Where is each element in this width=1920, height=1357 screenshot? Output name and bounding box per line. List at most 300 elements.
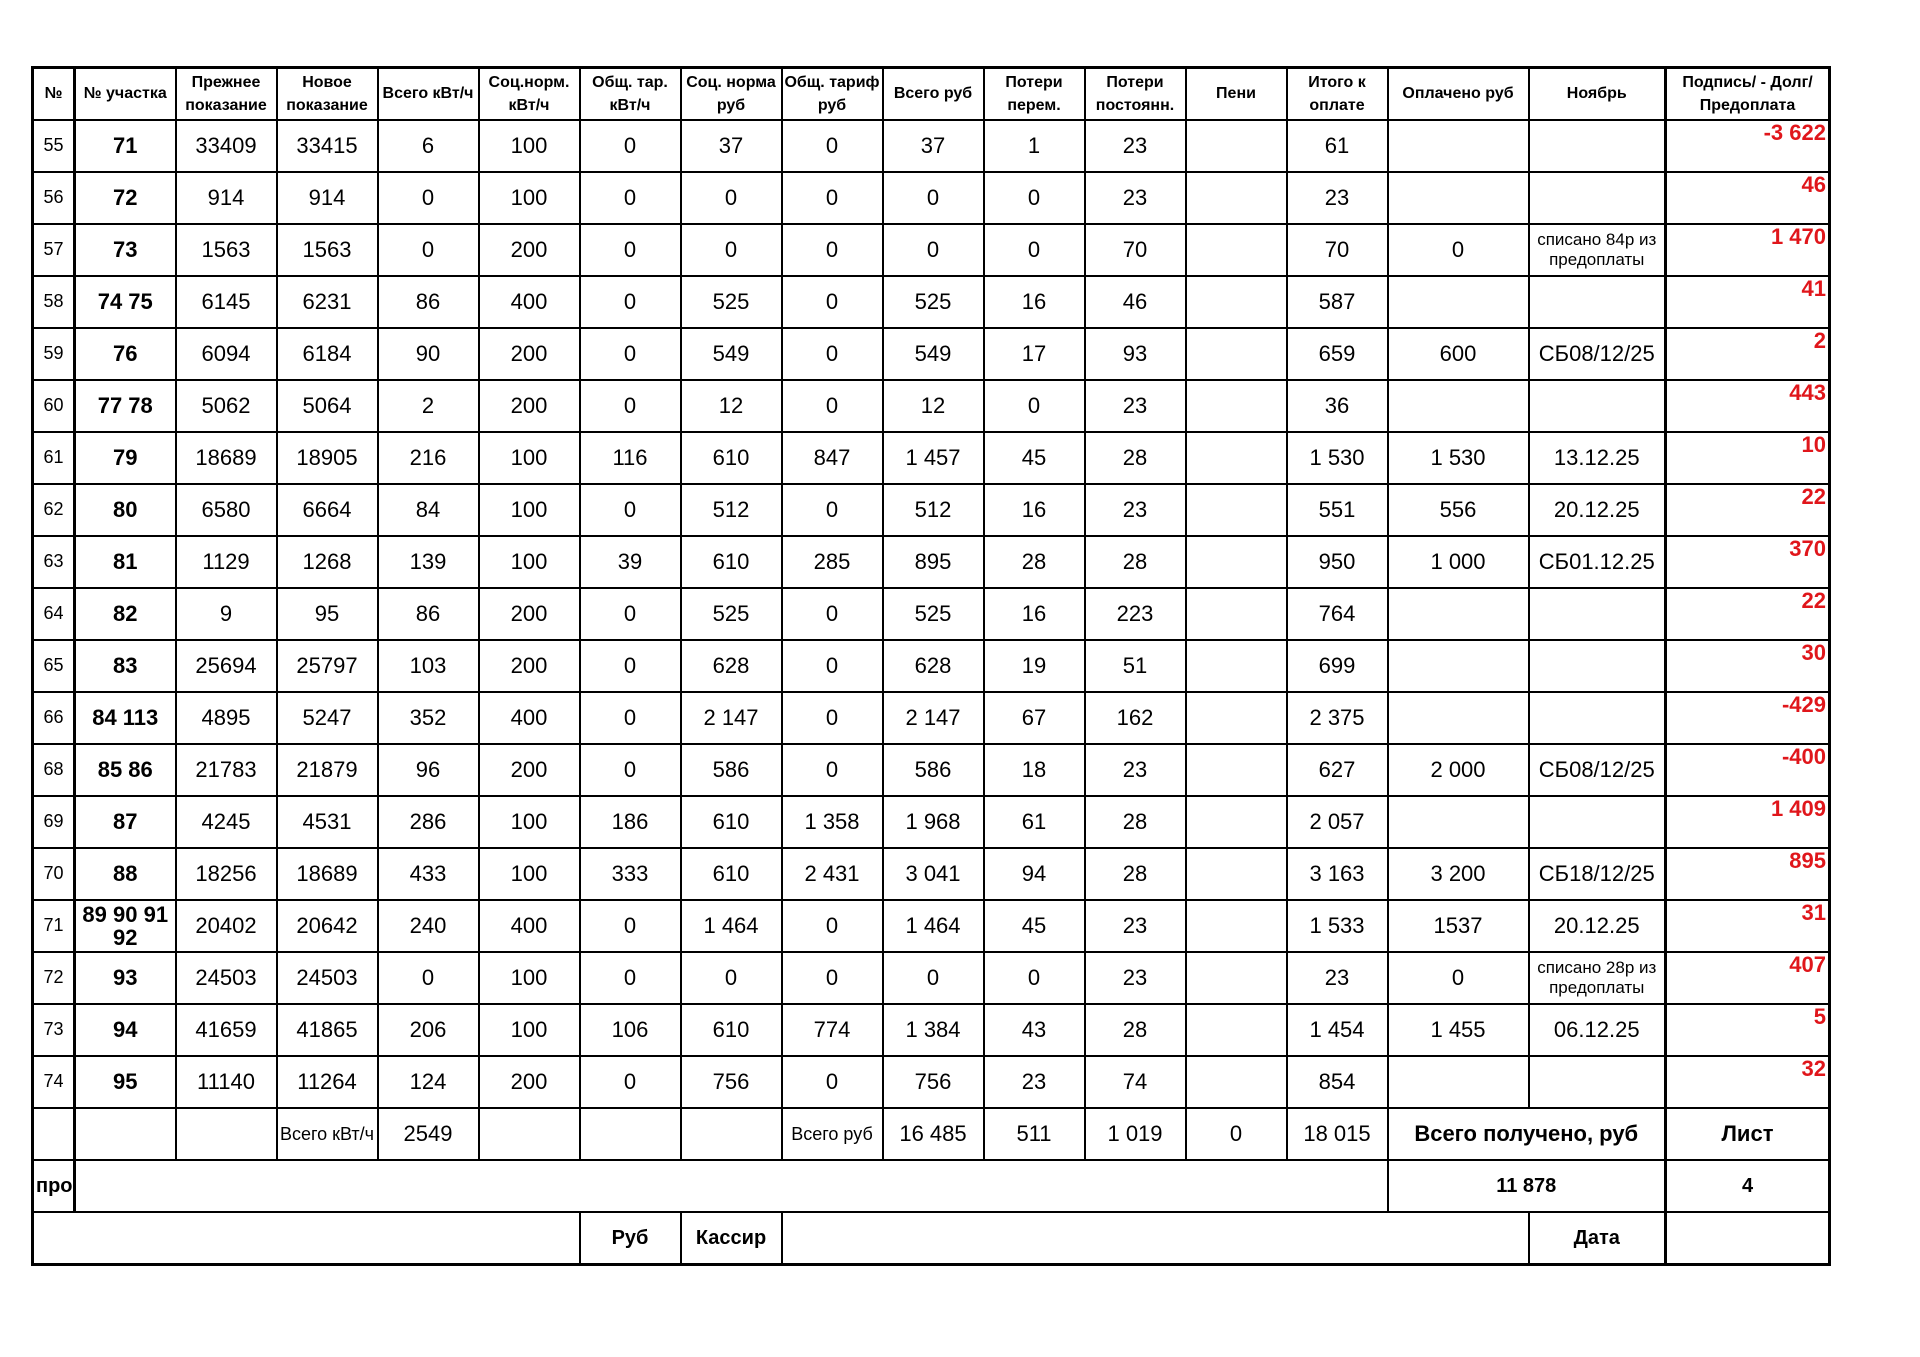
- row-soc-norm-rub: 525: [681, 588, 782, 640]
- row-total-rub: 2 147: [883, 692, 984, 744]
- row-november: списано 84р из предоплаты: [1529, 224, 1666, 276]
- row-paid-rub: 2 000: [1388, 744, 1529, 796]
- totals-empty-2: [75, 1108, 176, 1160]
- row-total-to-pay: 1 530: [1287, 432, 1388, 484]
- row-soc-norm-kwh: 100: [479, 848, 580, 900]
- row-gen-tariff-kwh: 0: [580, 328, 681, 380]
- row-paid-rub: [1388, 276, 1529, 328]
- row-november: [1529, 1056, 1666, 1108]
- row-plot: 72: [75, 172, 176, 224]
- row-total-kwh: 433: [378, 848, 479, 900]
- row-gen-tariff-rub: 0: [782, 484, 883, 536]
- row-num: 71: [33, 900, 75, 952]
- row-paid-rub: 3 200: [1388, 848, 1529, 900]
- header-new-reading: Новое показание: [277, 68, 378, 121]
- row-loss-var: 0: [984, 952, 1085, 1004]
- row-soc-norm-kwh: 100: [479, 796, 580, 848]
- summary-left-label: про: [33, 1160, 75, 1212]
- row-gen-tariff-rub: 0: [782, 1056, 883, 1108]
- row-paid-rub: 1 000: [1388, 536, 1529, 588]
- row-paid-rub: [1388, 1056, 1529, 1108]
- row-new-reading: 33415: [277, 120, 378, 172]
- row-total-rub: 12: [883, 380, 984, 432]
- row-loss-const: 23: [1085, 744, 1186, 796]
- row-prev-reading: 18256: [176, 848, 277, 900]
- header-gen-tariff-kwh: Общ. тар. кВт/ч: [580, 68, 681, 121]
- row-total-to-pay: 70: [1287, 224, 1388, 276]
- row-num: 55: [33, 120, 75, 172]
- row-total-to-pay: 2 375: [1287, 692, 1388, 744]
- row-total-to-pay: 551: [1287, 484, 1388, 536]
- row-loss-const: 46: [1085, 276, 1186, 328]
- row-november: [1529, 588, 1666, 640]
- row-paid-rub: 0: [1388, 952, 1529, 1004]
- row-loss-const: 23: [1085, 380, 1186, 432]
- row-gen-tariff-kwh: 0: [580, 120, 681, 172]
- row-soc-norm-rub: 610: [681, 432, 782, 484]
- row-penalty: [1186, 432, 1287, 484]
- row-soc-norm-kwh: 200: [479, 224, 580, 276]
- row-gen-tariff-rub: 1 358: [782, 796, 883, 848]
- row-soc-norm-kwh: 400: [479, 692, 580, 744]
- row-loss-var: 0: [984, 380, 1085, 432]
- totals-loss-const: 1 019: [1085, 1108, 1186, 1160]
- row-loss-var: 61: [984, 796, 1085, 848]
- totals-received-label: Всего получено, руб: [1388, 1108, 1666, 1160]
- row-debt-prepay: 895: [1666, 848, 1830, 900]
- table-row: [33, 172, 1830, 224]
- header-loss-const: Потери постоянн.: [1085, 68, 1186, 121]
- summary-row: [33, 1160, 1830, 1212]
- row-november: списано 28р из предоплаты: [1529, 952, 1666, 1004]
- row-loss-const: 74: [1085, 1056, 1186, 1108]
- row-loss-const: 23: [1085, 952, 1186, 1004]
- header-penalty: Пени: [1186, 68, 1287, 121]
- row-num: 56: [33, 172, 75, 224]
- row-debt-prepay: 22: [1666, 484, 1830, 536]
- row-total-to-pay: 36: [1287, 380, 1388, 432]
- row-total-kwh: 86: [378, 276, 479, 328]
- summary-sheet-number: 4: [1666, 1160, 1830, 1212]
- row-plot: 79: [75, 432, 176, 484]
- row-penalty: [1186, 536, 1287, 588]
- table-row: [33, 1004, 1830, 1056]
- row-plot: 89 90 91 92: [75, 900, 176, 952]
- row-total-rub: 1 384: [883, 1004, 984, 1056]
- row-soc-norm-rub: 0: [681, 224, 782, 276]
- row-prev-reading: 6145: [176, 276, 277, 328]
- row-total-to-pay: 587: [1287, 276, 1388, 328]
- row-penalty: [1186, 900, 1287, 952]
- row-total-rub: 0: [883, 224, 984, 276]
- totals-empty-4: [479, 1108, 580, 1160]
- row-total-rub: 1 464: [883, 900, 984, 952]
- table-row: [33, 276, 1830, 328]
- row-gen-tariff-kwh: 0: [580, 588, 681, 640]
- table-row: [33, 588, 1830, 640]
- totals-kwh-label: Всего кВт/ч: [277, 1108, 378, 1160]
- row-penalty: [1186, 276, 1287, 328]
- header-total-rub: Всего руб: [883, 68, 984, 121]
- row-debt-prepay: 31: [1666, 900, 1830, 952]
- row-plot: 94: [75, 1004, 176, 1056]
- row-total-to-pay: 61: [1287, 120, 1388, 172]
- row-new-reading: 5064: [277, 380, 378, 432]
- header-soc-norm-rub: Соц. норма руб: [681, 68, 782, 121]
- row-plot: 88: [75, 848, 176, 900]
- row-soc-norm-rub: 610: [681, 796, 782, 848]
- row-num: 60: [33, 380, 75, 432]
- row-loss-var: 16: [984, 484, 1085, 536]
- row-penalty: [1186, 796, 1287, 848]
- row-new-reading: 18905: [277, 432, 378, 484]
- table-row: [33, 692, 1830, 744]
- row-soc-norm-kwh: 200: [479, 640, 580, 692]
- row-total-kwh: 206: [378, 1004, 479, 1056]
- row-plot: 85 86: [75, 744, 176, 796]
- header-gen-tariff-rub: Общ. тариф руб: [782, 68, 883, 121]
- row-plot: 87: [75, 796, 176, 848]
- row-new-reading: 21879: [277, 744, 378, 796]
- row-new-reading: 6664: [277, 484, 378, 536]
- row-debt-prepay: 370: [1666, 536, 1830, 588]
- row-penalty: [1186, 328, 1287, 380]
- row-penalty: [1186, 952, 1287, 1004]
- row-gen-tariff-kwh: 39: [580, 536, 681, 588]
- row-plot: 83: [75, 640, 176, 692]
- row-new-reading: 1268: [277, 536, 378, 588]
- row-november: СБ01.12.25: [1529, 536, 1666, 588]
- row-paid-rub: [1388, 796, 1529, 848]
- row-loss-const: 70: [1085, 224, 1186, 276]
- row-new-reading: 24503: [277, 952, 378, 1004]
- row-new-reading: 18689: [277, 848, 378, 900]
- row-total-kwh: 96: [378, 744, 479, 796]
- header-loss-var: Потери перем.: [984, 68, 1085, 121]
- row-debt-prepay: -429: [1666, 692, 1830, 744]
- row-total-kwh: 352: [378, 692, 479, 744]
- row-loss-const: 28: [1085, 432, 1186, 484]
- footer-empty-left: [33, 1212, 580, 1265]
- row-prev-reading: 1563: [176, 224, 277, 276]
- row-soc-norm-kwh: 200: [479, 380, 580, 432]
- row-loss-const: 23: [1085, 484, 1186, 536]
- row-soc-norm-kwh: 200: [479, 1056, 580, 1108]
- row-prev-reading: 41659: [176, 1004, 277, 1056]
- row-penalty: [1186, 1056, 1287, 1108]
- row-total-to-pay: 764: [1287, 588, 1388, 640]
- row-gen-tariff-kwh: 0: [580, 952, 681, 1004]
- row-new-reading: 914: [277, 172, 378, 224]
- row-loss-var: 45: [984, 432, 1085, 484]
- totals-to-pay: 18 015: [1287, 1108, 1388, 1160]
- row-penalty: [1186, 1004, 1287, 1056]
- row-total-to-pay: 699: [1287, 640, 1388, 692]
- row-prev-reading: 5062: [176, 380, 277, 432]
- row-debt-prepay: 10: [1666, 432, 1830, 484]
- row-total-rub: 756: [883, 1056, 984, 1108]
- row-soc-norm-kwh: 400: [479, 276, 580, 328]
- row-loss-var: 16: [984, 588, 1085, 640]
- row-total-rub: 895: [883, 536, 984, 588]
- row-total-rub: 1 457: [883, 432, 984, 484]
- row-november: 06.12.25: [1529, 1004, 1666, 1056]
- row-loss-var: 17: [984, 328, 1085, 380]
- row-loss-const: 28: [1085, 536, 1186, 588]
- row-gen-tariff-rub: 0: [782, 276, 883, 328]
- row-paid-rub: [1388, 172, 1529, 224]
- row-gen-tariff-rub: 774: [782, 1004, 883, 1056]
- table-row: [33, 432, 1830, 484]
- row-gen-tariff-rub: 0: [782, 900, 883, 952]
- row-soc-norm-kwh: 100: [479, 1004, 580, 1056]
- row-paid-rub: [1388, 640, 1529, 692]
- row-november: [1529, 692, 1666, 744]
- row-plot: 77 78: [75, 380, 176, 432]
- row-loss-var: 19: [984, 640, 1085, 692]
- row-total-to-pay: 23: [1287, 172, 1388, 224]
- totals-penalty: 0: [1186, 1108, 1287, 1160]
- row-plot: 95: [75, 1056, 176, 1108]
- row-loss-const: 28: [1085, 796, 1186, 848]
- row-num: 68: [33, 744, 75, 796]
- row-prev-reading: 9: [176, 588, 277, 640]
- table-row: [33, 380, 1830, 432]
- row-gen-tariff-kwh: 0: [580, 900, 681, 952]
- row-penalty: [1186, 588, 1287, 640]
- row-soc-norm-rub: 12: [681, 380, 782, 432]
- table-row: [33, 900, 1830, 952]
- electricity-ledger-table: [31, 66, 1831, 1266]
- header-total-to-pay: Итого к оплате: [1287, 68, 1388, 121]
- row-gen-tariff-rub: 0: [782, 952, 883, 1004]
- row-num: 72: [33, 952, 75, 1004]
- row-gen-tariff-rub: 0: [782, 640, 883, 692]
- row-debt-prepay: 41: [1666, 276, 1830, 328]
- row-soc-norm-rub: 525: [681, 276, 782, 328]
- footer-date-label: Дата: [1529, 1212, 1666, 1265]
- row-soc-norm-rub: 610: [681, 1004, 782, 1056]
- row-loss-const: 23: [1085, 120, 1186, 172]
- row-total-to-pay: 659: [1287, 328, 1388, 380]
- row-november: СБ18/12/25: [1529, 848, 1666, 900]
- totals-row: [33, 1108, 1830, 1160]
- row-soc-norm-rub: 586: [681, 744, 782, 796]
- row-soc-norm-kwh: 100: [479, 536, 580, 588]
- row-total-to-pay: 1 533: [1287, 900, 1388, 952]
- row-gen-tariff-rub: 0: [782, 328, 883, 380]
- row-november: [1529, 640, 1666, 692]
- row-soc-norm-kwh: 100: [479, 484, 580, 536]
- row-loss-var: 0: [984, 224, 1085, 276]
- row-plot: 71: [75, 120, 176, 172]
- totals-kwh-value: 2549: [378, 1108, 479, 1160]
- row-debt-prepay: -3 622: [1666, 120, 1830, 172]
- row-november: 20.12.25: [1529, 484, 1666, 536]
- row-november: [1529, 796, 1666, 848]
- row-paid-rub: 600: [1388, 328, 1529, 380]
- totals-empty-6: [681, 1108, 782, 1160]
- row-penalty: [1186, 224, 1287, 276]
- row-new-reading: 5247: [277, 692, 378, 744]
- row-soc-norm-rub: 628: [681, 640, 782, 692]
- row-new-reading: 11264: [277, 1056, 378, 1108]
- header-total-kwh: Всего кВт/ч: [378, 68, 479, 121]
- row-november: 20.12.25: [1529, 900, 1666, 952]
- row-november: [1529, 120, 1666, 172]
- row-paid-rub: 1537: [1388, 900, 1529, 952]
- row-soc-norm-kwh: 200: [479, 744, 580, 796]
- row-soc-norm-kwh: 100: [479, 120, 580, 172]
- header-num: №: [33, 68, 75, 121]
- row-total-rub: 512: [883, 484, 984, 536]
- row-total-rub: 37: [883, 120, 984, 172]
- row-loss-var: 1: [984, 120, 1085, 172]
- row-paid-rub: [1388, 120, 1529, 172]
- row-plot: 84 113: [75, 692, 176, 744]
- row-total-rub: 1 968: [883, 796, 984, 848]
- row-num: 63: [33, 536, 75, 588]
- totals-empty-3: [176, 1108, 277, 1160]
- header-paid-rub: Оплачено руб: [1388, 68, 1529, 121]
- row-new-reading: 6184: [277, 328, 378, 380]
- row-gen-tariff-kwh: 0: [580, 744, 681, 796]
- row-gen-tariff-kwh: 106: [580, 1004, 681, 1056]
- row-total-rub: 586: [883, 744, 984, 796]
- row-november: [1529, 172, 1666, 224]
- row-num: 73: [33, 1004, 75, 1056]
- row-gen-tariff-kwh: 333: [580, 848, 681, 900]
- row-penalty: [1186, 120, 1287, 172]
- row-prev-reading: 1129: [176, 536, 277, 588]
- row-plot: 80: [75, 484, 176, 536]
- row-loss-var: 45: [984, 900, 1085, 952]
- row-paid-rub: [1388, 588, 1529, 640]
- row-total-to-pay: 627: [1287, 744, 1388, 796]
- row-prev-reading: 4895: [176, 692, 277, 744]
- summary-received-value: 11 878: [1388, 1160, 1666, 1212]
- row-total-kwh: 0: [378, 172, 479, 224]
- row-total-rub: 628: [883, 640, 984, 692]
- row-gen-tariff-kwh: 0: [580, 380, 681, 432]
- row-soc-norm-rub: 756: [681, 1056, 782, 1108]
- row-gen-tariff-rub: 285: [782, 536, 883, 588]
- table-row: [33, 640, 1830, 692]
- row-prev-reading: 6094: [176, 328, 277, 380]
- row-loss-var: 16: [984, 276, 1085, 328]
- row-gen-tariff-rub: 0: [782, 172, 883, 224]
- row-loss-var: 0: [984, 172, 1085, 224]
- row-num: 57: [33, 224, 75, 276]
- summary-empty: [75, 1160, 1388, 1212]
- row-total-rub: 525: [883, 588, 984, 640]
- row-loss-const: 23: [1085, 172, 1186, 224]
- row-penalty: [1186, 640, 1287, 692]
- row-paid-rub: 1 530: [1388, 432, 1529, 484]
- row-gen-tariff-rub: 0: [782, 692, 883, 744]
- header-row: [33, 68, 1830, 121]
- row-new-reading: 95: [277, 588, 378, 640]
- row-soc-norm-rub: 0: [681, 172, 782, 224]
- row-penalty: [1186, 848, 1287, 900]
- totals-empty-1: [33, 1108, 75, 1160]
- row-soc-norm-rub: 549: [681, 328, 782, 380]
- row-soc-norm-rub: 610: [681, 536, 782, 588]
- row-soc-norm-kwh: 100: [479, 952, 580, 1004]
- row-soc-norm-kwh: 400: [479, 900, 580, 952]
- row-new-reading: 20642: [277, 900, 378, 952]
- row-total-to-pay: 950: [1287, 536, 1388, 588]
- row-soc-norm-rub: 1 464: [681, 900, 782, 952]
- row-soc-norm-rub: 0: [681, 952, 782, 1004]
- row-gen-tariff-kwh: 0: [580, 640, 681, 692]
- row-loss-var: 18: [984, 744, 1085, 796]
- row-prev-reading: 11140: [176, 1056, 277, 1108]
- row-num: 64: [33, 588, 75, 640]
- row-loss-var: 28: [984, 536, 1085, 588]
- header-signature-debt: Подпись/ - Долг/Предоплата: [1666, 68, 1830, 121]
- row-penalty: [1186, 484, 1287, 536]
- row-new-reading: 4531: [277, 796, 378, 848]
- row-debt-prepay: 46: [1666, 172, 1830, 224]
- row-num: 61: [33, 432, 75, 484]
- row-total-to-pay: 23: [1287, 952, 1388, 1004]
- table-row: [33, 328, 1830, 380]
- row-new-reading: 1563: [277, 224, 378, 276]
- row-november: [1529, 276, 1666, 328]
- totals-total-rub: 16 485: [883, 1108, 984, 1160]
- row-new-reading: 25797: [277, 640, 378, 692]
- row-plot: 73: [75, 224, 176, 276]
- totals-sheet-label: Лист: [1666, 1108, 1830, 1160]
- row-total-to-pay: 854: [1287, 1056, 1388, 1108]
- row-total-rub: 0: [883, 952, 984, 1004]
- footer-row: [33, 1212, 1830, 1265]
- row-debt-prepay: 443: [1666, 380, 1830, 432]
- row-total-to-pay: 1 454: [1287, 1004, 1388, 1056]
- row-november: СБ08/12/25: [1529, 328, 1666, 380]
- row-prev-reading: 33409: [176, 120, 277, 172]
- row-total-kwh: 6: [378, 120, 479, 172]
- row-debt-prepay: 30: [1666, 640, 1830, 692]
- row-loss-var: 43: [984, 1004, 1085, 1056]
- row-debt-prepay: 22: [1666, 588, 1830, 640]
- header-prev-reading: Прежнее показание: [176, 68, 277, 121]
- row-total-kwh: 0: [378, 952, 479, 1004]
- row-debt-prepay: 407: [1666, 952, 1830, 1004]
- row-gen-tariff-rub: 0: [782, 380, 883, 432]
- row-loss-var: 23: [984, 1056, 1085, 1108]
- row-debt-prepay: 1 470: [1666, 224, 1830, 276]
- footer-date-field[interactable]: [1666, 1212, 1830, 1265]
- row-total-kwh: 86: [378, 588, 479, 640]
- footer-rub-label: Руб: [580, 1212, 681, 1265]
- table-row: [33, 952, 1830, 1004]
- row-loss-const: 223: [1085, 588, 1186, 640]
- row-gen-tariff-rub: 0: [782, 588, 883, 640]
- row-gen-tariff-kwh: 0: [580, 1056, 681, 1108]
- row-total-kwh: 0: [378, 224, 479, 276]
- row-gen-tariff-kwh: 186: [580, 796, 681, 848]
- row-gen-tariff-kwh: 0: [580, 484, 681, 536]
- row-loss-const: 28: [1085, 848, 1186, 900]
- row-loss-const: 23: [1085, 900, 1186, 952]
- row-num: 58: [33, 276, 75, 328]
- row-total-kwh: 240: [378, 900, 479, 952]
- footer-signature-field[interactable]: [782, 1212, 1529, 1265]
- row-prev-reading: 20402: [176, 900, 277, 952]
- row-penalty: [1186, 380, 1287, 432]
